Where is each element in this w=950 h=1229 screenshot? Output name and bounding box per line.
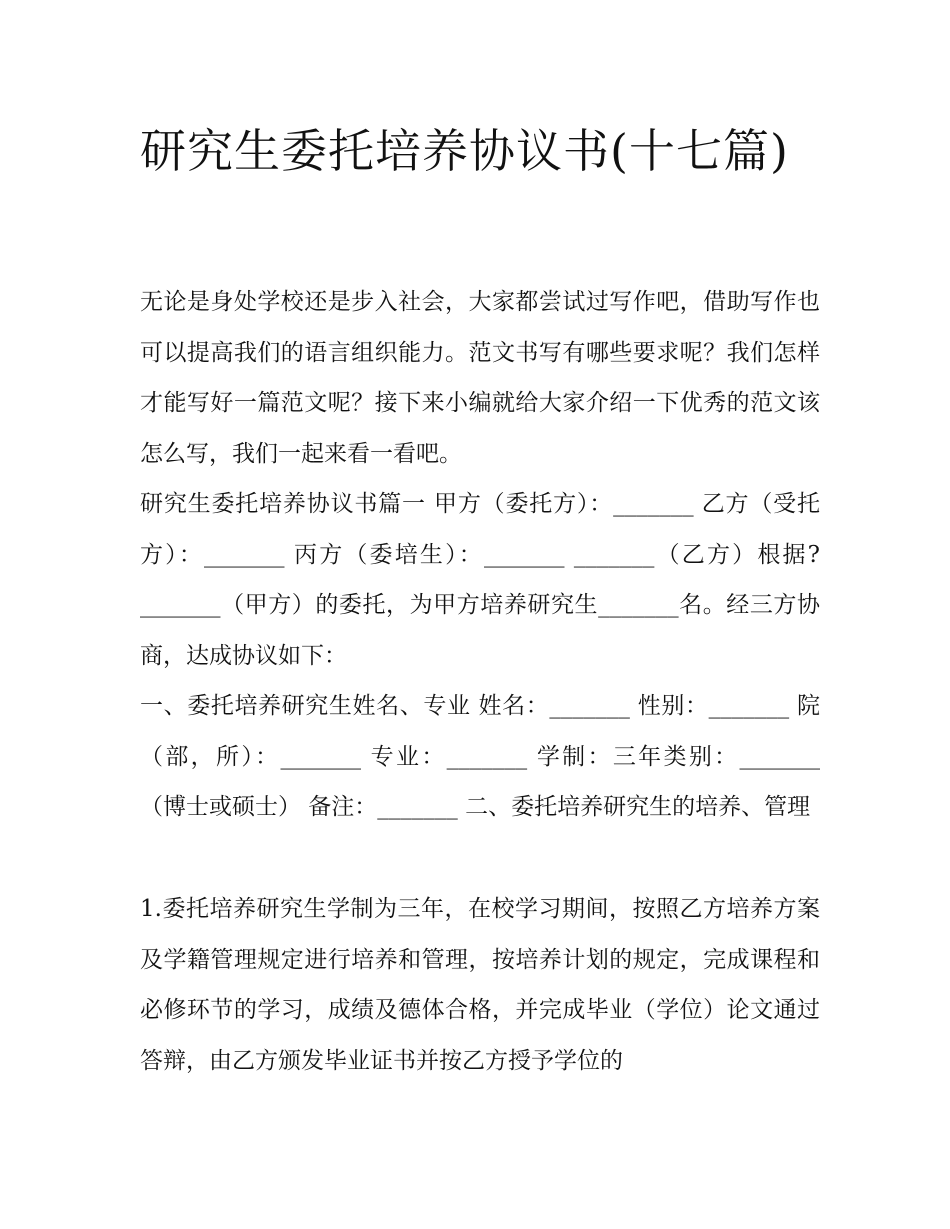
training-clause-paragraph: 1.委托培养研究生学制为三年，在校学习期间，按照乙方培养方案及学籍管理规定进行培养和管理，按培养计划的规定，完成课程和必修环节的学习，成绩及德体合格，并完成毕业（学位）论文通过答辩，由乙方颁发毕业证书并按乙方授予学位的: [140, 896, 820, 1074]
student-info-paragraph: 一、委托培养研究生姓名、专业 姓名：_______ 性别：_______ 院（部，所）：_______ 专业：_______ 学制：三年类别：_______（博士或硕士） 备注：_______ 二、委托培养研究生的培养、管理: [140, 693, 820, 820]
document-title: 研究生委托培养协议书(十七篇): [140, 124, 789, 178]
agreement-parties-paragraph: 研究生委托培养协议书篇一 甲方（委托方）：_______ 乙方（受托方）：_______ 丙方（委培生）：_______ _______（乙方）根据?_______（甲方）的委托，为甲方培养研究生_______名。经三方协商，达成协议如下：: [140, 491, 820, 669]
intro-paragraph: 无论是身处学校还是步入社会，大家都尝试过写作吧，借助写作也可以提高我们的语言组织能力。范文书写有哪些要求呢？我们怎样才能写好一篇范文呢？接下来小编就给大家介绍一下优秀的范文该怎么写，我们一起来看一看吧。: [140, 289, 820, 467]
